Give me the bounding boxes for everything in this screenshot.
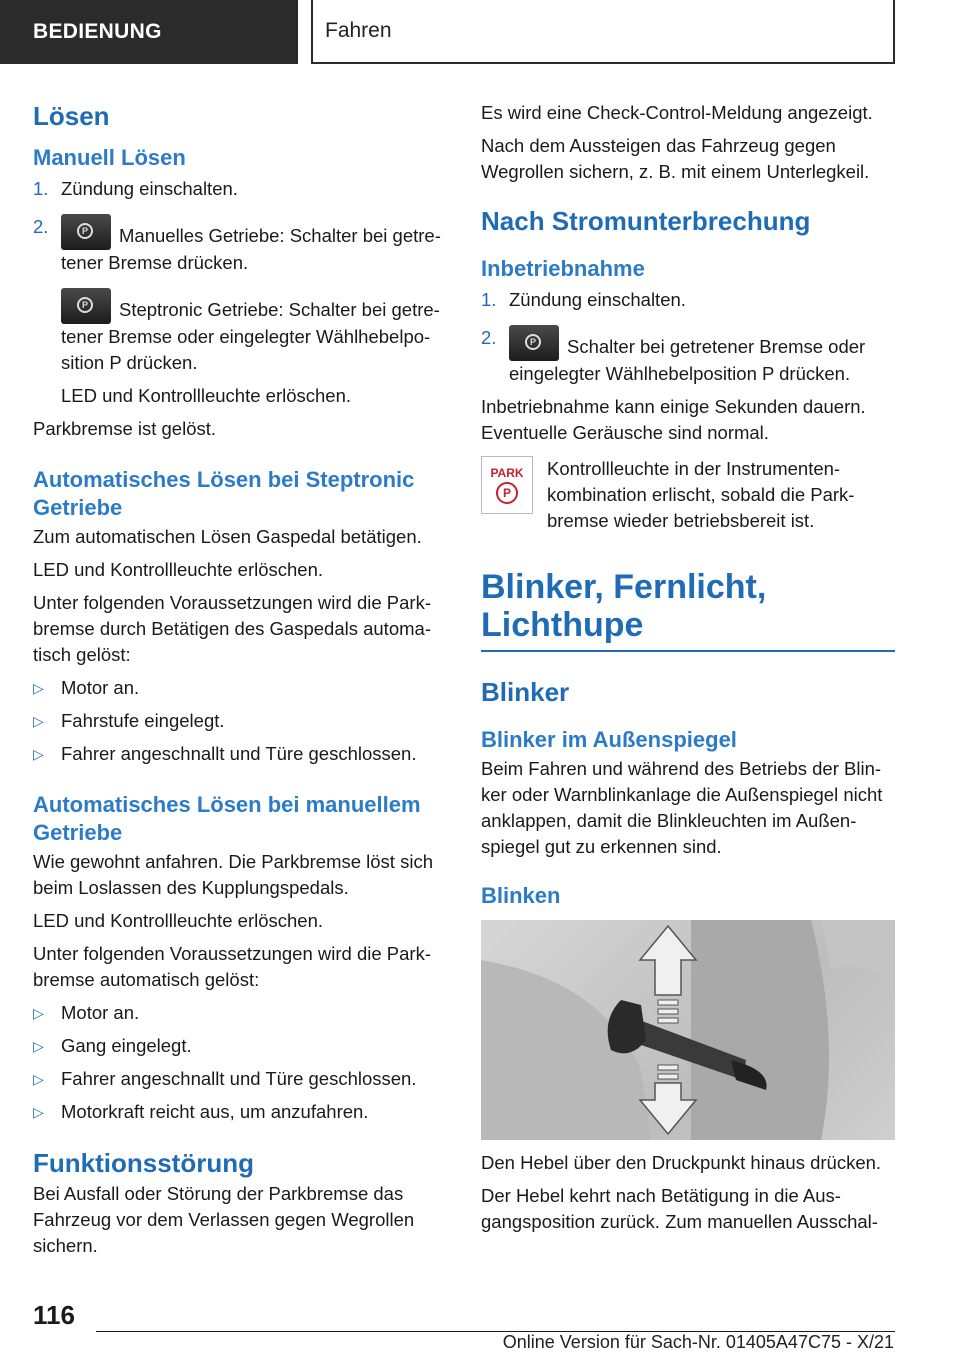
heading-blinker-fernlicht: Blinker, Fernlicht, Lichthupe [481,568,767,644]
paragraph-man-1: Wie gewohnt anfahren. Die Parkbremse löst sich beim Loslassen des Kupplungspedals. [33,851,433,898]
triangle-bullet-icon: ▷ [33,1005,44,1021]
section-heading-block [481,568,895,652]
parking-brake-switch-icon: P [61,214,111,250]
paragraph-auto-2: LED und Kontrollleuchte erlöschen. [33,559,324,580]
heading-auto-steptronic: Automatisches Lösen bei Steptronic Getriebe [33,467,415,520]
right-column [481,100,895,1235]
paragraph-check-control: Es wird eine Check-Control-Meldung angezeigt. [481,102,873,123]
paragraph-kontrollleuchte: Kontrollleuchte in der Instrumenten-kombination erlischt, sobald die Park-bremse wieder betriebsbereit ist. [547,458,855,531]
list-item: ▷ Fahrer angeschnallt und Türe geschlossen. [33,741,448,767]
step-2b-text: Steptronic Getriebe: Schalter bei getre-tener Bremse oder eingelegter Wählhebelpo-sition P drücken. [61,299,440,373]
paragraph-auto-3: Unter folgenden Voraussetzungen wird die Park-bremse durch Betätigen des Gaspedals automa-tisch gelöst: [33,592,431,665]
page-number: 116 [33,1300,75,1330]
step-2 [481,325,895,387]
heading-blinker-aussenspiegel: Blinker im Außenspiegel [481,727,737,752]
step-2c-text: LED und Kontrollleuchte erlöschen. [61,385,352,406]
step-1 [481,287,895,313]
step-1-number: 1. [481,289,497,310]
heading-stromunterbrechung: Nach Stromunterbrechung [481,206,811,236]
triangle-bullet-icon: ▷ [33,713,44,729]
triangle-bullet-icon: ▷ [33,746,44,762]
step-2b [33,288,448,376]
park-label: PARK [490,466,524,480]
heading-inbetriebnahme: Inbetriebnahme [481,256,645,281]
parking-brake-switch-icon: P [509,325,559,361]
list-item: ▷ Fahrstufe eingelegt. [33,708,448,734]
park-warning-icon [481,456,533,514]
online-version-note: Online Version für Sach-Nr. 01405A47C75 - X/21 [502,1332,894,1352]
triangle-bullet-icon: ▷ [33,1071,44,1087]
step-2-number: 2. [33,216,49,237]
left-column [33,100,448,1259]
triangle-bullet-icon: ▷ [33,680,44,696]
list-item: ▷ Motor an. [33,1000,448,1026]
paragraph-geloest: Parkbremse ist gelöst. [33,418,217,439]
step-1-text: Zündung einschalten. [509,289,686,310]
paragraph-hebel-1: Den Hebel über den Druckpunkt hinaus drücken. [481,1152,882,1173]
park-p-circle: P [496,482,518,504]
section-label: BEDIENUNG [33,20,162,43]
paragraph-hebel-2: Der Hebel kehrt nach Betätigung in die Aus-gangsposition zurück. Zum manuellen Ausschal- [481,1185,878,1232]
heading-blinker: Blinker [481,677,570,707]
paragraph-man-3: Unter folgenden Voraussetzungen wird die Park-bremse automatisch gelöst: [33,943,431,990]
paragraph-aussteigen: Nach dem Aussteigen das Fahrzeug gegen Wegrollen sichern, z. B. mit einem Unterlegkeil. [481,135,870,182]
turn-signal-lever-photo [481,920,895,1140]
heading-funktionsstoerung: Funktionsstörung [33,1148,254,1178]
chapter-label: Fahren [325,19,392,42]
chapter-tab [311,0,895,64]
paragraph-dauer: Inbetriebnahme kann einige Sekunden dauern. Eventuelle Geräusche sind normal. [481,396,866,443]
list-item: ▷ Fahrer angeschnallt und Türe geschlossen. [33,1066,448,1092]
step-2-text: Manuelles Getriebe: Schalter bei getre-tener Bremse drücken. [61,225,441,273]
step-2 [33,214,448,276]
heading-loesen: Lösen [33,101,110,131]
paragraph-auto-1: Zum automatischen Lösen Gaspedal betätigen. [33,526,422,547]
step-1-text: Zündung einschalten. [61,178,238,199]
triangle-bullet-icon: ▷ [33,1038,44,1054]
step-2-text: Schalter bei getretener Bremse oder eingelegter Wählhebelposition P drücken. [509,336,866,384]
step-1 [33,176,448,202]
step-2-number: 2. [481,327,497,348]
section-tab [0,0,298,64]
paragraph-man-2: LED und Kontrollleuchte erlöschen. [33,910,324,931]
heading-manuell-loesen: Manuell Lösen [33,145,186,170]
list-item: ▷ Motorkraft reicht aus, um anzufahren. [33,1099,448,1125]
triangle-bullet-icon: ▷ [33,1104,44,1120]
parking-brake-switch-icon: P [61,288,111,324]
step-1-number: 1. [33,178,49,199]
heading-blinken: Blinken [481,883,561,908]
paragraph-funk: Bei Ausfall oder Störung der Parkbremse das Fahrzeug vor dem Verlassen gegen Wegrollen sichern. [33,1183,415,1256]
heading-auto-manuell: Automatisches Lösen bei manuellem Getriebe [33,792,421,845]
paragraph-aussenspiegel: Beim Fahren und während des Betriebs der Blin-ker oder Warnblinkanlage die Außenspiegel nicht anklappen, damit die Blinkleuchten im Außen-spiegel gut zu erkennen sind. [481,758,883,857]
park-indicator-row [481,456,895,534]
step-2c [33,383,448,409]
list-item: ▷ Motor an. [33,675,448,701]
turn-signal-lever-illustration [481,920,895,1140]
list-item: ▷ Gang eingelegt. [33,1033,448,1059]
